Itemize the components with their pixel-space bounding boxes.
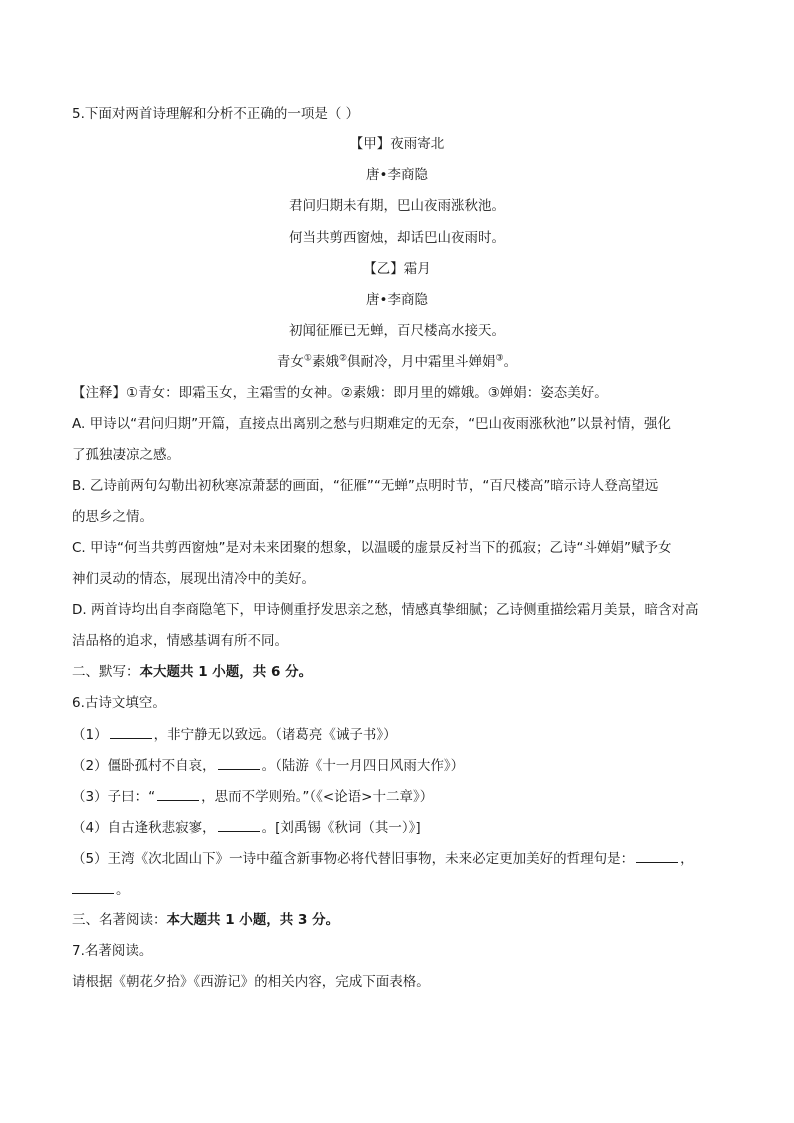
item-4-text-a: （4）自古逢秋悲寂寥， [72, 820, 216, 836]
section-3-detail: 本大题共 1 小题，共 3 分。 [166, 912, 340, 928]
section-2-header [72, 662, 312, 682]
note-marker-1: ① [303, 353, 312, 364]
answer-blank-2[interactable] [218, 755, 260, 770]
section-2-detail: 本大题共 1 小题，共 6 分。 [139, 664, 313, 680]
option-b-line-2: 的思乡之情。 [72, 509, 153, 525]
poem-b-line-2-part-3: 俱耐冷，月中霜里斗婵娟 [347, 354, 496, 370]
option-b-line-1: B. 乙诗前两句勾勒出初秋寒凉萧瑟的画面，“征雁”“无蝉”点明时节，“百尺楼高”暗示诗人登高望远 [72, 478, 659, 494]
answer-blank-5a[interactable] [636, 848, 678, 863]
question-7-instruction: 请根据《朝花夕拾》《西游记》的相关内容，完成下面表格。 [72, 974, 430, 990]
question-6-stem: 6.古诗文填空。 [72, 695, 166, 711]
section-2-prefix: 二、默写： [72, 664, 140, 680]
item-5-text-a: （5）王湾《次北固山下》一诗中蕴含新事物必将代替旧事物，未来必定更加美好的哲理句是： [72, 851, 635, 867]
option-a-line-2: 了孤独凄凉之感。 [72, 447, 180, 463]
question-6-item-5-cont [72, 879, 130, 900]
note-marker-3: ③ [495, 353, 504, 364]
poem-b-title: 【乙】霜月 [363, 261, 431, 277]
poem-b-line-2 [72, 352, 722, 372]
answer-blank-3[interactable] [157, 786, 199, 801]
poem-b-line-2-part-2: 素娥 [311, 354, 339, 370]
option-a-line-1: A. 甲诗以“君问归期”开篇，直接点出离别之愁与归期难定的无奈，“巴山夜雨涨秋池”以景衬情，强化 [72, 416, 672, 432]
question-6-item-1 [72, 724, 397, 745]
question-6-item-4 [72, 817, 421, 838]
item-3-text-a: （3）子曰：“ [72, 789, 156, 805]
question-6-item-2 [72, 755, 464, 776]
item-5-comma: ， [680, 851, 694, 867]
note-marker-2: ② [338, 353, 348, 364]
poem-a-title: 【甲】夜雨寄北 [349, 136, 445, 152]
poem-b-author: 唐•李商隐 [366, 292, 428, 308]
answer-blank-4[interactable] [218, 817, 260, 832]
question-6-item-3 [72, 786, 433, 807]
option-c-line-2: 神们灵动的情态，展现出清冷中的美好。 [72, 571, 315, 587]
poem-a-line-1: 君问归期未有期，巴山夜雨涨秋池。 [289, 198, 505, 214]
option-d-line-2: 洁品格的追求，情感基调有所不同。 [72, 633, 288, 649]
item-5-period: 。 [116, 882, 130, 898]
option-d-line-1: D. 两首诗均出自李商隐笔下，甲诗侧重抒发思亲之愁，情感真挚细腻；乙诗侧重描绘霜月美景，暗含对高 [72, 602, 699, 618]
section-3-header [72, 910, 339, 930]
question-6-item-5 [72, 848, 694, 869]
poem-b-line-2-part-1: 青女 [276, 354, 304, 370]
option-c-line-1: C. 甲诗“何当共剪西窗烛”是对未来团聚的想象，以温暖的虚景反衬当下的孤寂；乙诗“斗婵娟”赋予女 [72, 540, 672, 556]
question-7-stem: 7.名著阅读。 [72, 943, 153, 959]
item-2-text-b: 。（陆游《十一月四日风雨大作》） [261, 758, 465, 774]
poem-a-line-2: 何当共剪西窗烛，却话巴山夜雨时。 [289, 230, 505, 246]
section-3-prefix: 三、名著阅读： [72, 912, 167, 928]
item-2-text-a: （2）僵卧孤村不自哀， [72, 758, 216, 774]
item-4-text-b: 。[刘禹锡《秋词（其一）》] [261, 820, 421, 836]
poem-b-line-2-part-4: 。 [503, 354, 518, 370]
poem-notes: 【注释】①青女：即霜玉女，主霜雪的女神。②素娥：即月里的嫦娥。③婵娟：姿态美好。 [72, 385, 608, 401]
poem-b-line-1: 初闻征雁已无蝉，百尺楼高水接天。 [289, 323, 505, 339]
item-1-text: ，非宁静无以致远。（诸葛亮《诫子书》） [153, 727, 397, 743]
item-3-text-b: ，思而不学则殆。”（《<论语>十二章》） [201, 789, 434, 805]
question-5-stem: 5.下面对两首诗理解和分析不正确的一项是（ ） [72, 106, 360, 122]
poem-a-author: 唐•李商隐 [366, 167, 428, 183]
answer-blank-5b[interactable] [72, 879, 114, 894]
item-1-label: （1） [72, 727, 108, 743]
answer-blank-1[interactable] [110, 724, 152, 739]
